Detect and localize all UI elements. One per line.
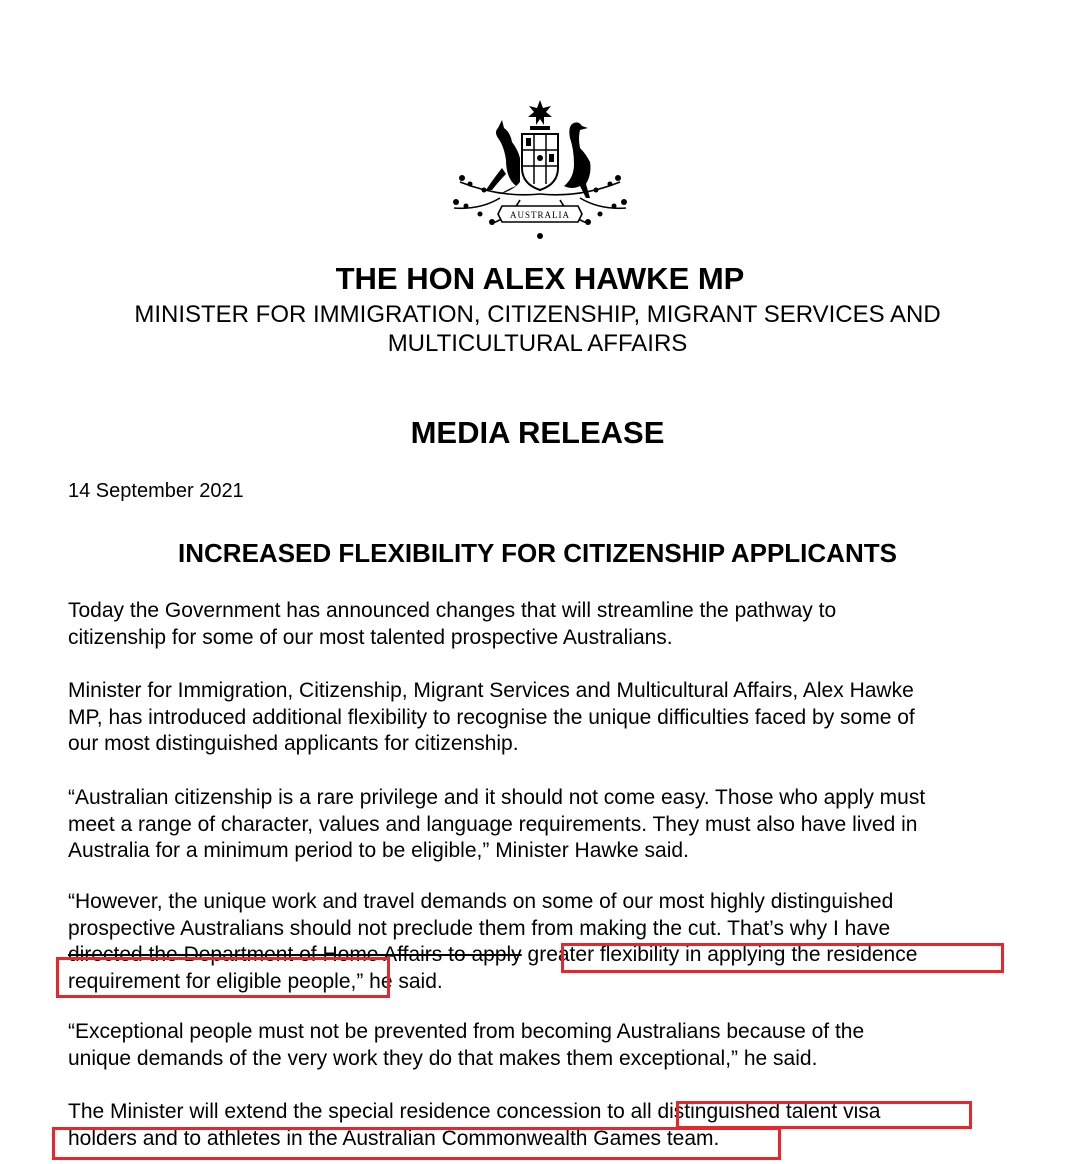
minister-title-line: MINISTER FOR IMMIGRATION, CITIZENSHIP, MIGRANT SERVICES AND xyxy=(134,301,941,328)
paragraph-line: requirement for eligible people,” he said. xyxy=(68,969,443,993)
paragraph xyxy=(68,1019,1028,1072)
media-release-label: MEDIA RELEASE xyxy=(410,415,665,450)
highlight-box xyxy=(52,1127,781,1160)
paragraph-line: “However, the unique work and travel demands on some of our most highly distinguished xyxy=(68,890,894,913)
paragraph-line: The Minister will extend the special residence concession to all distinguished talent visa xyxy=(68,1100,881,1123)
paragraph-line: our most distinguished applicants for citizenship. xyxy=(68,732,519,755)
paragraph xyxy=(68,598,1028,651)
commonwealth-star-icon xyxy=(528,100,552,125)
minister-title xyxy=(0,300,1075,358)
crest-motto: AUSTRALIA xyxy=(510,210,570,220)
paragraph xyxy=(68,678,1028,758)
paragraph-line: prospective Australians should not preclude them from making the cut. That’s why I have xyxy=(68,916,891,940)
struck-text: directed the Department of Home Affairs to apply xyxy=(68,943,522,966)
paragraph-line: Minister for Immigration, Citizenship, Migrant Services and Multicultural Affairs, Alex Hawke xyxy=(68,679,914,702)
minister-name: THE HON ALEX HAWKE MP xyxy=(335,261,745,296)
paragraph xyxy=(68,785,1028,865)
emu-icon xyxy=(564,122,591,198)
highlighted-text: greater flexibility in applying the residence xyxy=(521,943,918,966)
paragraph-line: MP, has introduced additional flexibility to recognise the unique difficulties faced by some of xyxy=(68,705,915,729)
paragraph-line: Today the Government has announced changes that will streamline the pathway to xyxy=(68,599,837,622)
paragraph-line: meet a range of character, values and language requirements. They must also have lived in xyxy=(68,812,918,836)
paragraph-line: citizenship for some of our most talented prospective Australians. xyxy=(68,625,673,649)
paragraph-line: “Australian citizenship is a rare privilege and it should not come easy. Those who apply must xyxy=(68,786,926,809)
kangaroo-icon xyxy=(496,120,520,194)
paragraph-line: unique demands of the very work they do that makes them exceptional,” he said. xyxy=(68,1046,818,1070)
paragraph-line: “Exceptional people must not be prevented from becoming Australians because of the xyxy=(68,1020,865,1043)
release-date: 14 September 2021 xyxy=(68,480,244,502)
minister-title-line: MULTICULTURAL AFFAIRS xyxy=(387,330,688,357)
highlight-box xyxy=(676,1101,972,1129)
paragraph-line: holders and to athletes in the Australian Commonwealth Games team. xyxy=(68,1126,720,1150)
coat-of-arms-logo xyxy=(440,98,640,240)
highlight-box xyxy=(56,957,390,998)
paragraph-line: Australia for a minimum period to be eligible,” Minister Hawke said. xyxy=(68,839,689,862)
highlight-box xyxy=(561,943,1004,973)
release-headline: INCREASED FLEXIBILITY FOR CITIZENSHIP APPLICANTS xyxy=(178,538,897,568)
